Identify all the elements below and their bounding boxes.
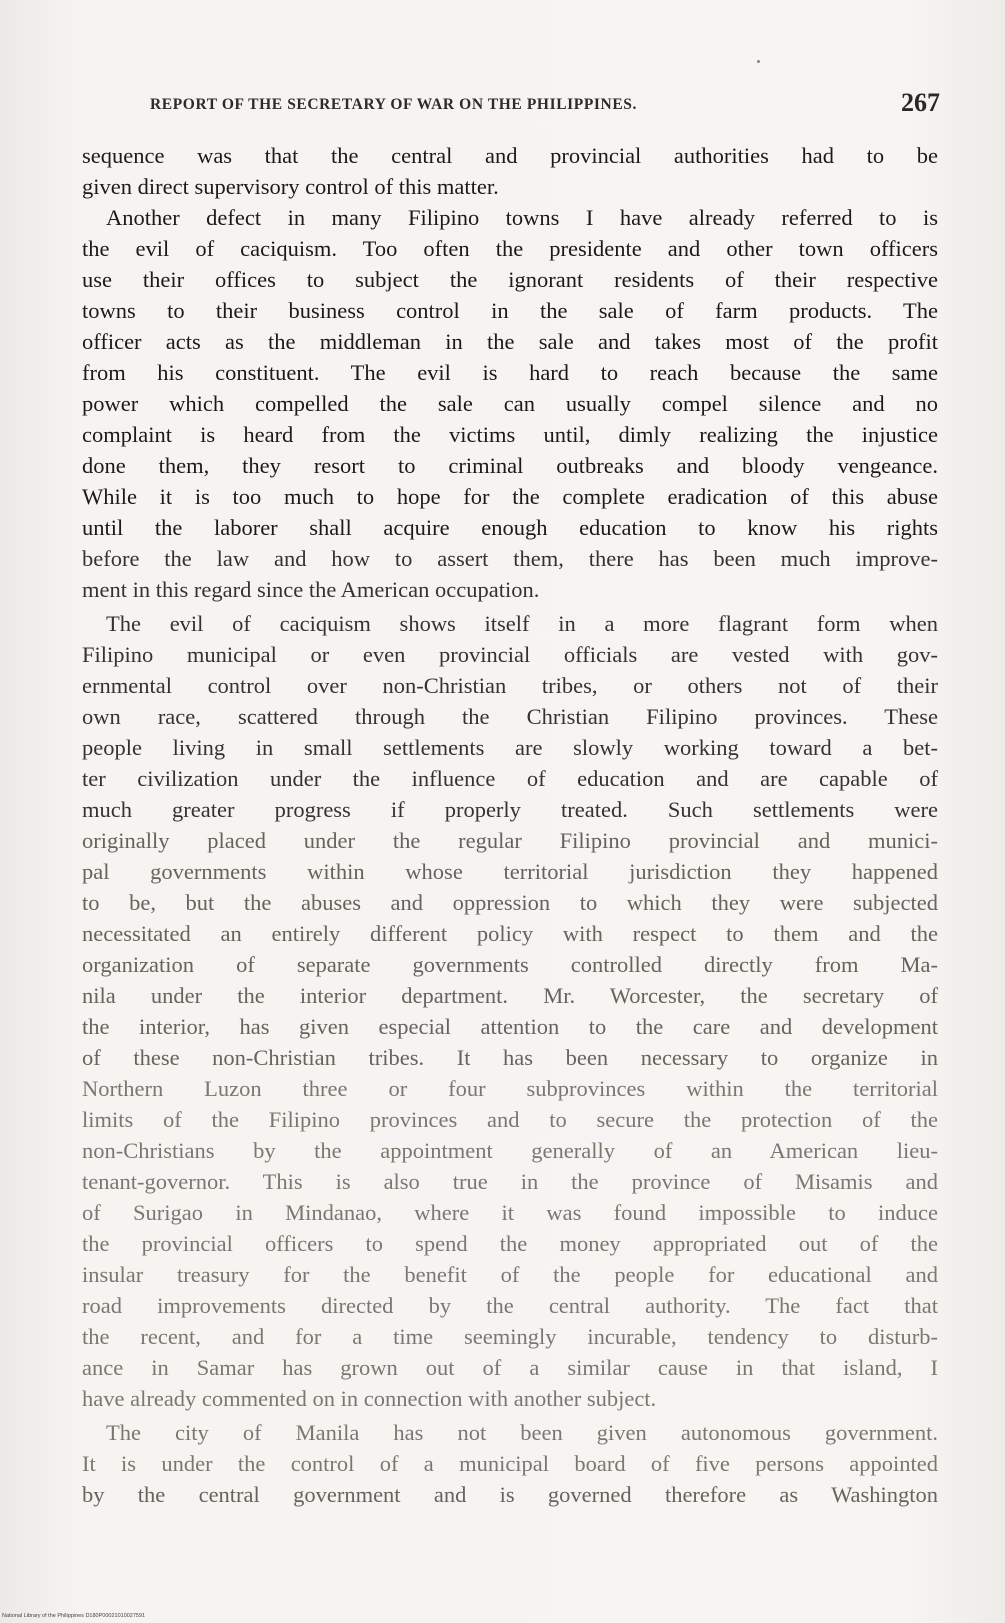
text-line: Filipino municipal or even provincial officials are vested with gov- [82, 642, 938, 667]
body-text [82, 140, 938, 1510]
text-line: before the law and how to assert them, there has been much improve- [82, 546, 938, 571]
text-line: organization of separate governments controlled directly from Ma- [82, 952, 938, 977]
paragraph-start-line: The evil of caciquism shows itself in a more flagrant form when [106, 611, 938, 636]
text-line: by the central government and is governed therefore as Washington [82, 1482, 938, 1507]
paragraph-start-line: Another defect in many Filipino towns I have already referred to is [106, 205, 938, 230]
scan-speck [757, 60, 760, 63]
text-line: the provincial officers to spend the money appropriated out of the [82, 1231, 938, 1256]
text-line: non-Christians by the appointment generally of an American lieu- [82, 1138, 938, 1163]
paragraph-start-line: The city of Manila has not been given autonomous government. [106, 1420, 938, 1445]
text-line: It is under the control of a municipal board of five persons appointed [82, 1451, 938, 1476]
text-line: limits of the Filipino provinces and to secure the protection of the [82, 1107, 938, 1132]
text-line: complaint is heard from the victims until, dimly realizing the injustice [82, 422, 938, 447]
text-line: to be, but the abuses and oppression to which they were subjected [82, 890, 938, 915]
text-line: insular treasury for the benefit of the people for educational and [82, 1262, 938, 1287]
text-line: necessitated an entirely different policy with respect to them and the [82, 921, 938, 946]
text-line: of these non-Christian tribes. It has been necessary to organize in [82, 1045, 938, 1070]
page-number: 267 [901, 88, 940, 117]
text-line: ment in this regard since the American occupation. [82, 577, 540, 602]
source-footer: National Library of the Philippines D180P00021010027591 [2, 1613, 146, 1619]
text-line: own race, scattered through the Christian Filipino provinces. These [82, 704, 938, 729]
text-line: from his constituent. The evil is hard to reach because the same [82, 360, 938, 385]
text-line: given direct supervisory control of this matter. [82, 174, 499, 199]
text-line: road improvements directed by the central authority. The fact that [82, 1293, 938, 1318]
text-line: towns to their business control in the sale of farm products. The [82, 298, 938, 323]
text-line: ter civilization under the influence of education and are capable of [82, 766, 938, 791]
text-line: until the laborer shall acquire enough education to know his rights [82, 515, 938, 540]
text-line: the evil of caciquism. Too often the presidente and other town officers [82, 236, 938, 261]
page-header [150, 88, 940, 124]
text-line: Northern Luzon three or four subprovinces within the territorial [82, 1076, 938, 1101]
text-line: originally placed under the regular Filipino provincial and munici- [82, 828, 938, 853]
text-line: the recent, and for a time seemingly incurable, tendency to disturb- [82, 1324, 938, 1349]
text-line: sequence was that the central and provincial authorities had to be [82, 143, 938, 168]
text-line: use their offices to subject the ignorant residents of their respective [82, 267, 938, 292]
text-line: power which compelled the sale can usually compel silence and no [82, 391, 938, 416]
text-line: While it is too much to hope for the complete eradication of this abuse [82, 484, 938, 509]
text-line: officer acts as the middleman in the sale and takes most of the profit [82, 329, 938, 354]
text-line: done them, they resort to criminal outbreaks and bloody vengeance. [82, 453, 938, 478]
text-line: have already commented on in connection with another subject. [82, 1386, 657, 1411]
text-line: much greater progress if properly treated. Such settlements were [82, 797, 938, 822]
text-line: the interior, has given especial attention to the care and development [82, 1014, 938, 1039]
text-line: ernmental control over non-Christian tribes, or others not of their [82, 673, 938, 698]
text-line: of Surigao in Mindanao, where it was found impossible to induce [82, 1200, 938, 1225]
text-line: nila under the interior department. Mr. Worcester, the secretary of [82, 983, 938, 1008]
text-line: tenant-governor. This is also true in the province of Misamis and [82, 1169, 938, 1194]
running-head: REPORT OF THE SECRETARY OF WAR ON THE PHILIPPINES. [150, 96, 637, 113]
text-line: ance in Samar has grown out of a similar cause in that island, I [82, 1355, 938, 1380]
text-line: people living in small settlements are slowly working toward a bet- [82, 735, 938, 760]
text-line: pal governments within whose territorial jurisdiction they happened [82, 859, 938, 884]
